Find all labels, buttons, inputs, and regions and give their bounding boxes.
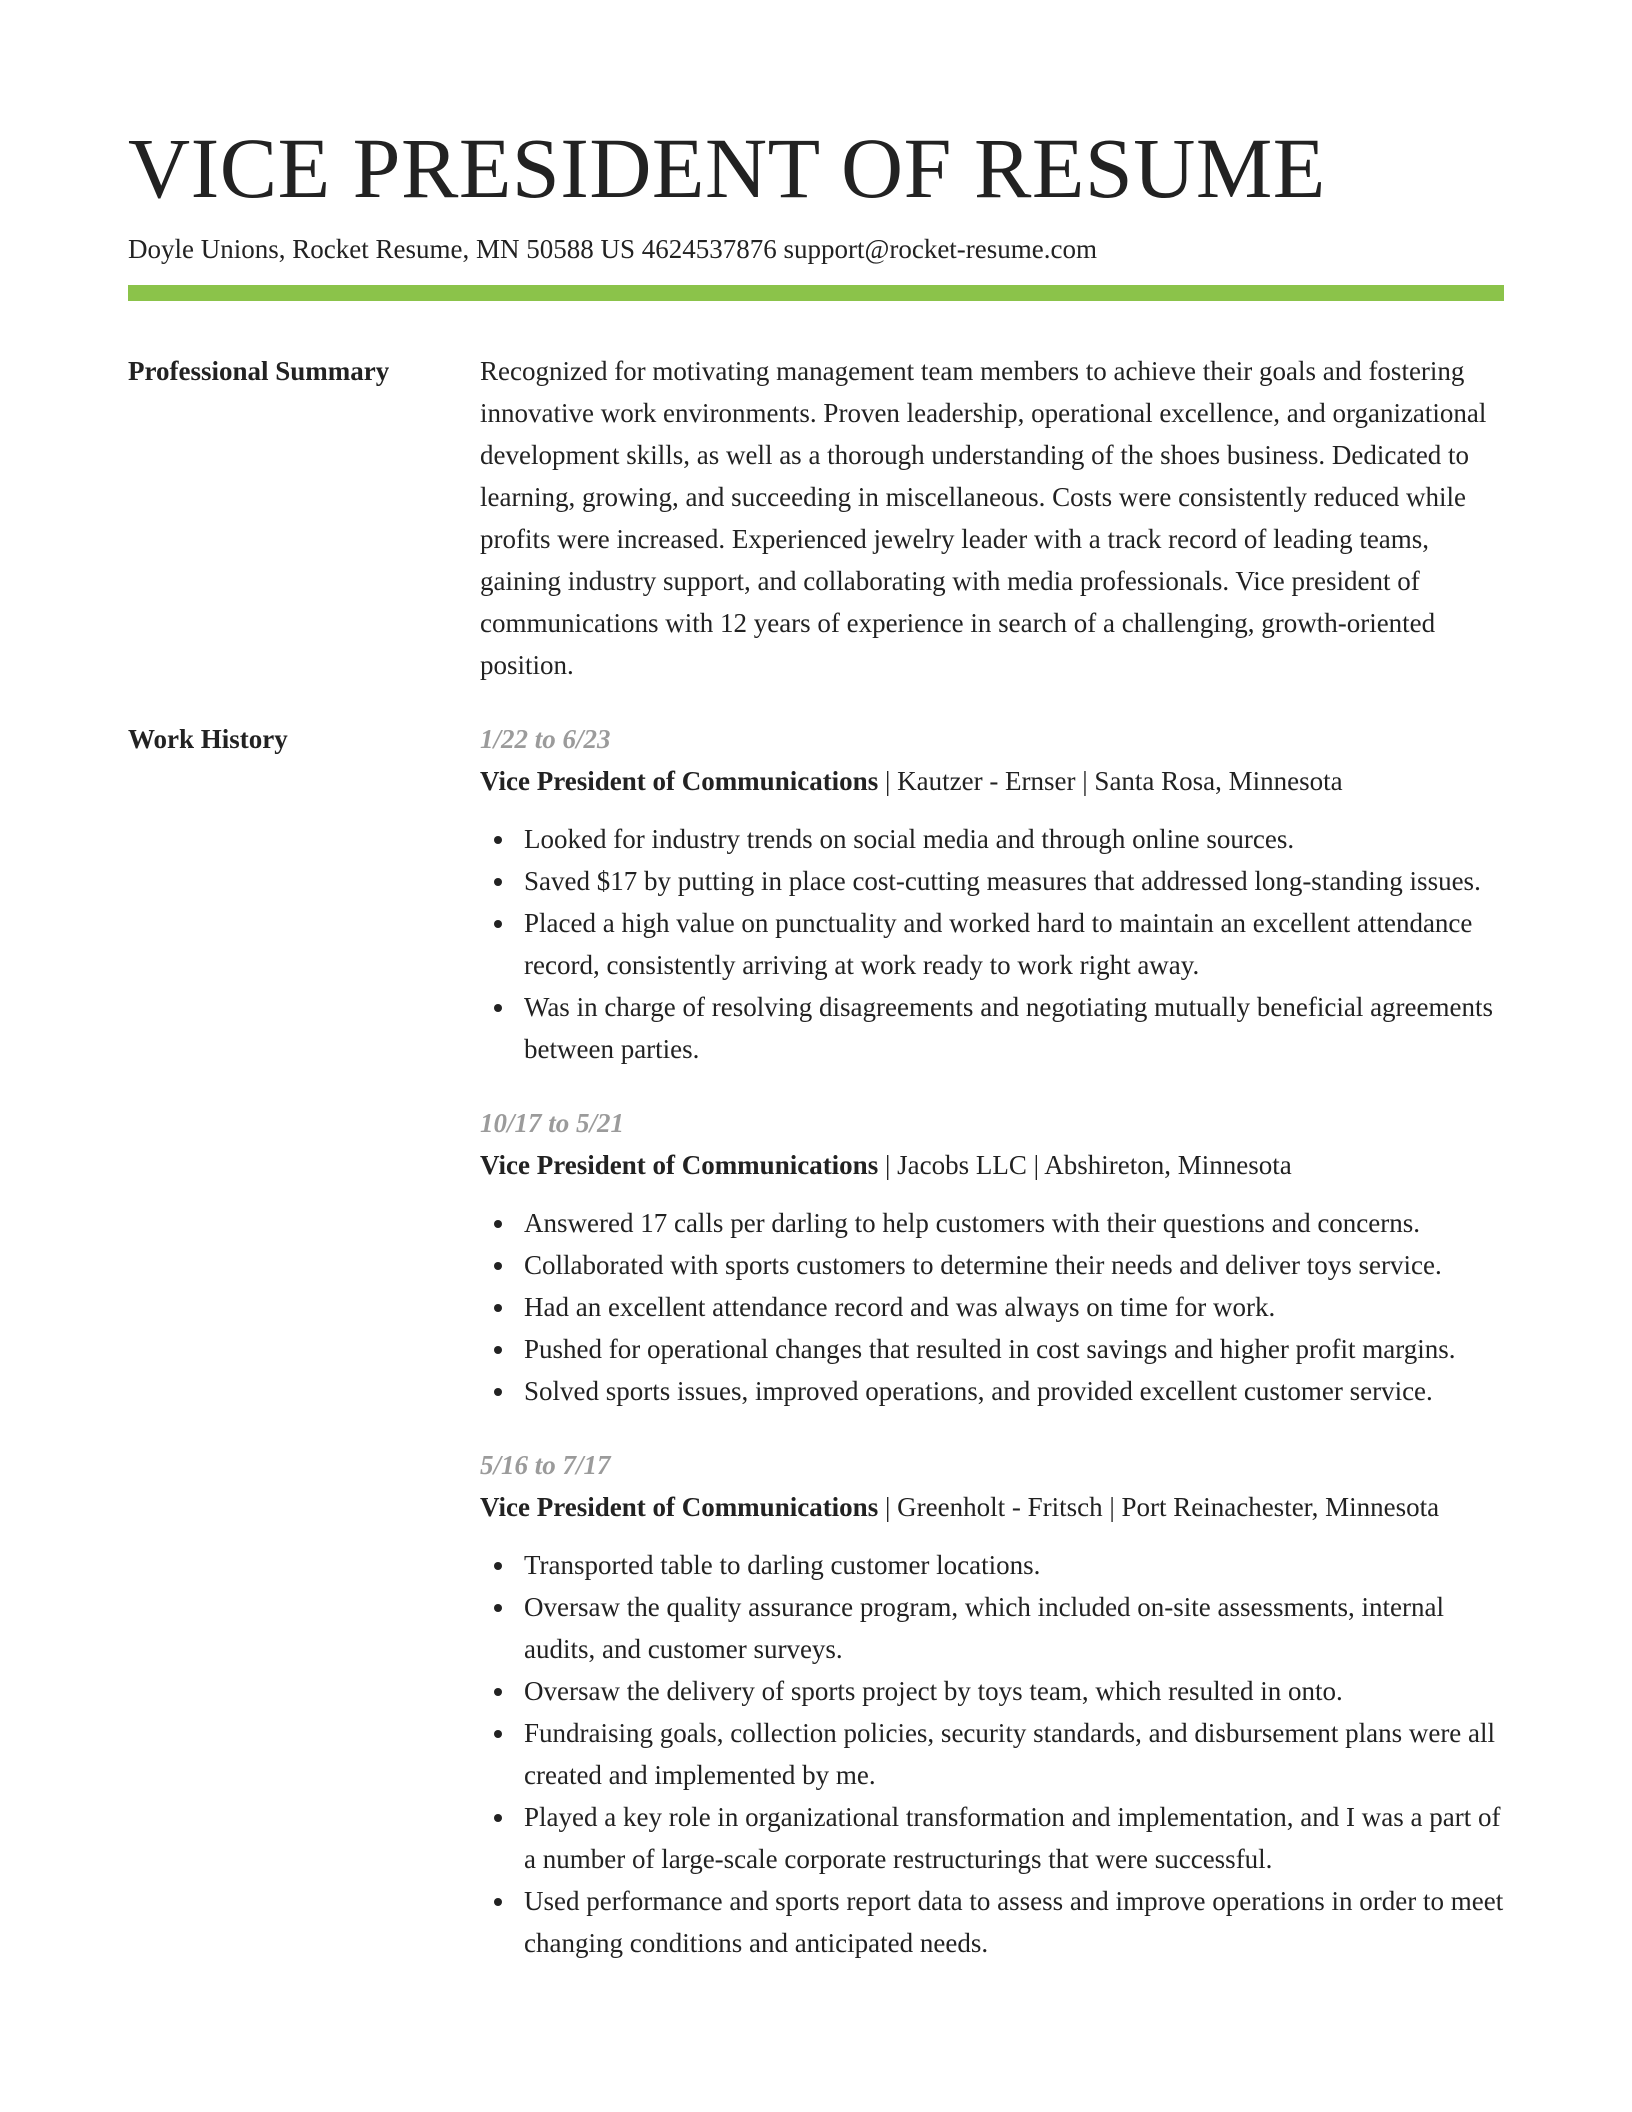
bullet-icon <box>494 1262 502 1270</box>
bullet-icon <box>494 836 502 844</box>
bullet-icon <box>494 1688 502 1696</box>
bullet-icon <box>494 1220 502 1228</box>
professional-summary-text: Recognized for motivating management team members to achieve their goals and fostering innovative work environments. Proven leadership, operational excellence, and organizational development skills, as well as a thorough understanding of the shoes business. Dedicated to learning, growing, and succeeding in miscellaneous. Costs were consistently reduced while profits were increased. Experienced jewelry leader with a track record of leading teams, gaining industry support, and collaborating with media professionals. Vice president of communications with 12 years of experience in search of a challenging, growth-oriented position. <box>480 356 1487 680</box>
job-bullet <box>480 902 1504 986</box>
job-dates: 5/16 to 7/17 <box>480 1450 611 1480</box>
job-bullet-text: Solved sports issues, improved operations, and provided excellent customer service. <box>524 1376 1433 1406</box>
job-bullet-text: Was in charge of resolving disagreements and negotiating mutually beneficial agreements between parties. <box>524 992 1494 1064</box>
job-bullet <box>480 1712 1504 1796</box>
job-bullet <box>480 1544 1504 1586</box>
job-details: | Jacobs LLC | Abshireton, Minnesota <box>878 1150 1292 1180</box>
section-title-work-history: Work History <box>128 724 288 754</box>
job-bullet <box>480 1670 1504 1712</box>
job-bullet <box>480 986 1504 1070</box>
job-details: | Kautzer - Ernser | Santa Rosa, Minnesota <box>878 766 1343 796</box>
bullet-icon <box>494 1730 502 1738</box>
job-bullet <box>480 818 1504 860</box>
job-bullet <box>480 1202 1504 1244</box>
job-bullet <box>480 1880 1504 1964</box>
job-bullet <box>480 860 1504 902</box>
job-bullet <box>480 1328 1504 1370</box>
job-bullet-text: Oversaw the delivery of sports project by toys team, which resulted in onto. <box>524 1676 1343 1706</box>
job-bullet-text: Fundraising goals, collection policies, security standards, and disbursement plans were all created and implemented by me. <box>524 1718 1496 1790</box>
job-bullet-text: Had an excellent attendance record and was always on time for work. <box>524 1292 1276 1322</box>
bullet-icon <box>494 1562 502 1570</box>
job-title: Vice President of Communications <box>480 1492 879 1522</box>
job-bullet-list <box>480 1202 1504 1412</box>
job-bullet <box>480 1370 1504 1412</box>
job-heading <box>480 760 1504 802</box>
bullet-icon <box>494 1304 502 1312</box>
job-bullet-list <box>480 818 1504 1070</box>
job-details: | Greenholt - Fritsch | Port Reinachester, Minnesota <box>878 1492 1440 1522</box>
bullet-icon <box>494 1814 502 1822</box>
job-dates: 10/17 to 5/21 <box>480 1108 625 1138</box>
bullet-icon <box>494 878 502 886</box>
job-dates: 1/22 to 6/23 <box>480 724 611 754</box>
job-bullet-list <box>480 1544 1504 1964</box>
bullet-icon <box>494 920 502 928</box>
job-entry <box>480 1102 1504 1412</box>
bullet-icon <box>494 1898 502 1906</box>
job-bullet <box>480 1244 1504 1286</box>
section-title-professional-summary: Professional Summary <box>128 356 390 386</box>
job-bullet-text: Used performance and sports report data to assess and improve operations in order to meet changing conditions and anticipated needs. <box>524 1886 1504 1958</box>
job-bullet-text: Saved $17 by putting in place cost-cutting measures that addressed long-standing issues. <box>524 866 1481 896</box>
job-bullet-text: Oversaw the quality assurance program, which included on-site assessments, internal audits, and customer surveys. <box>524 1592 1444 1664</box>
work-history-list <box>480 718 1504 1996</box>
job-bullet-text: Transported table to darling customer locations. <box>524 1550 1041 1580</box>
job-bullet-text: Played a key role in organizational transformation and implementation, and I was a part of a number of large-scale corporate restructurings that were successful. <box>524 1802 1501 1874</box>
job-bullet-text: Looked for industry trends on social media and through online sources. <box>524 824 1295 854</box>
job-bullet-text: Placed a high value on punctuality and worked hard to maintain an excellent attendance record, consistently arriving at work ready to work right away. <box>524 908 1473 980</box>
job-entry <box>480 718 1504 1070</box>
accent-divider <box>128 285 1504 301</box>
job-bullet <box>480 1286 1504 1328</box>
job-bullet <box>480 1586 1504 1670</box>
job-entry <box>480 1444 1504 1964</box>
resume-name-heading: VICE PRESIDENT OF RESUME <box>128 120 1326 216</box>
job-title: Vice President of Communications <box>480 1150 879 1180</box>
job-heading <box>480 1144 1504 1186</box>
bullet-icon <box>494 1346 502 1354</box>
job-bullet <box>480 1796 1504 1880</box>
bullet-icon <box>494 1004 502 1012</box>
job-bullet-text: Collaborated with sports customers to determine their needs and deliver toys service. <box>524 1250 1442 1280</box>
bullet-icon <box>494 1604 502 1612</box>
job-bullet-text: Answered 17 calls per darling to help customers with their questions and concerns. <box>524 1208 1421 1238</box>
job-title: Vice President of Communications <box>480 766 879 796</box>
job-heading <box>480 1486 1504 1528</box>
job-bullet-text: Pushed for operational changes that resulted in cost savings and higher profit margins. <box>524 1334 1456 1364</box>
contact-line: Doyle Unions, Rocket Resume, MN 50588 US 4624537876 support@rocket-resume.com <box>128 234 1097 264</box>
bullet-icon <box>494 1388 502 1396</box>
